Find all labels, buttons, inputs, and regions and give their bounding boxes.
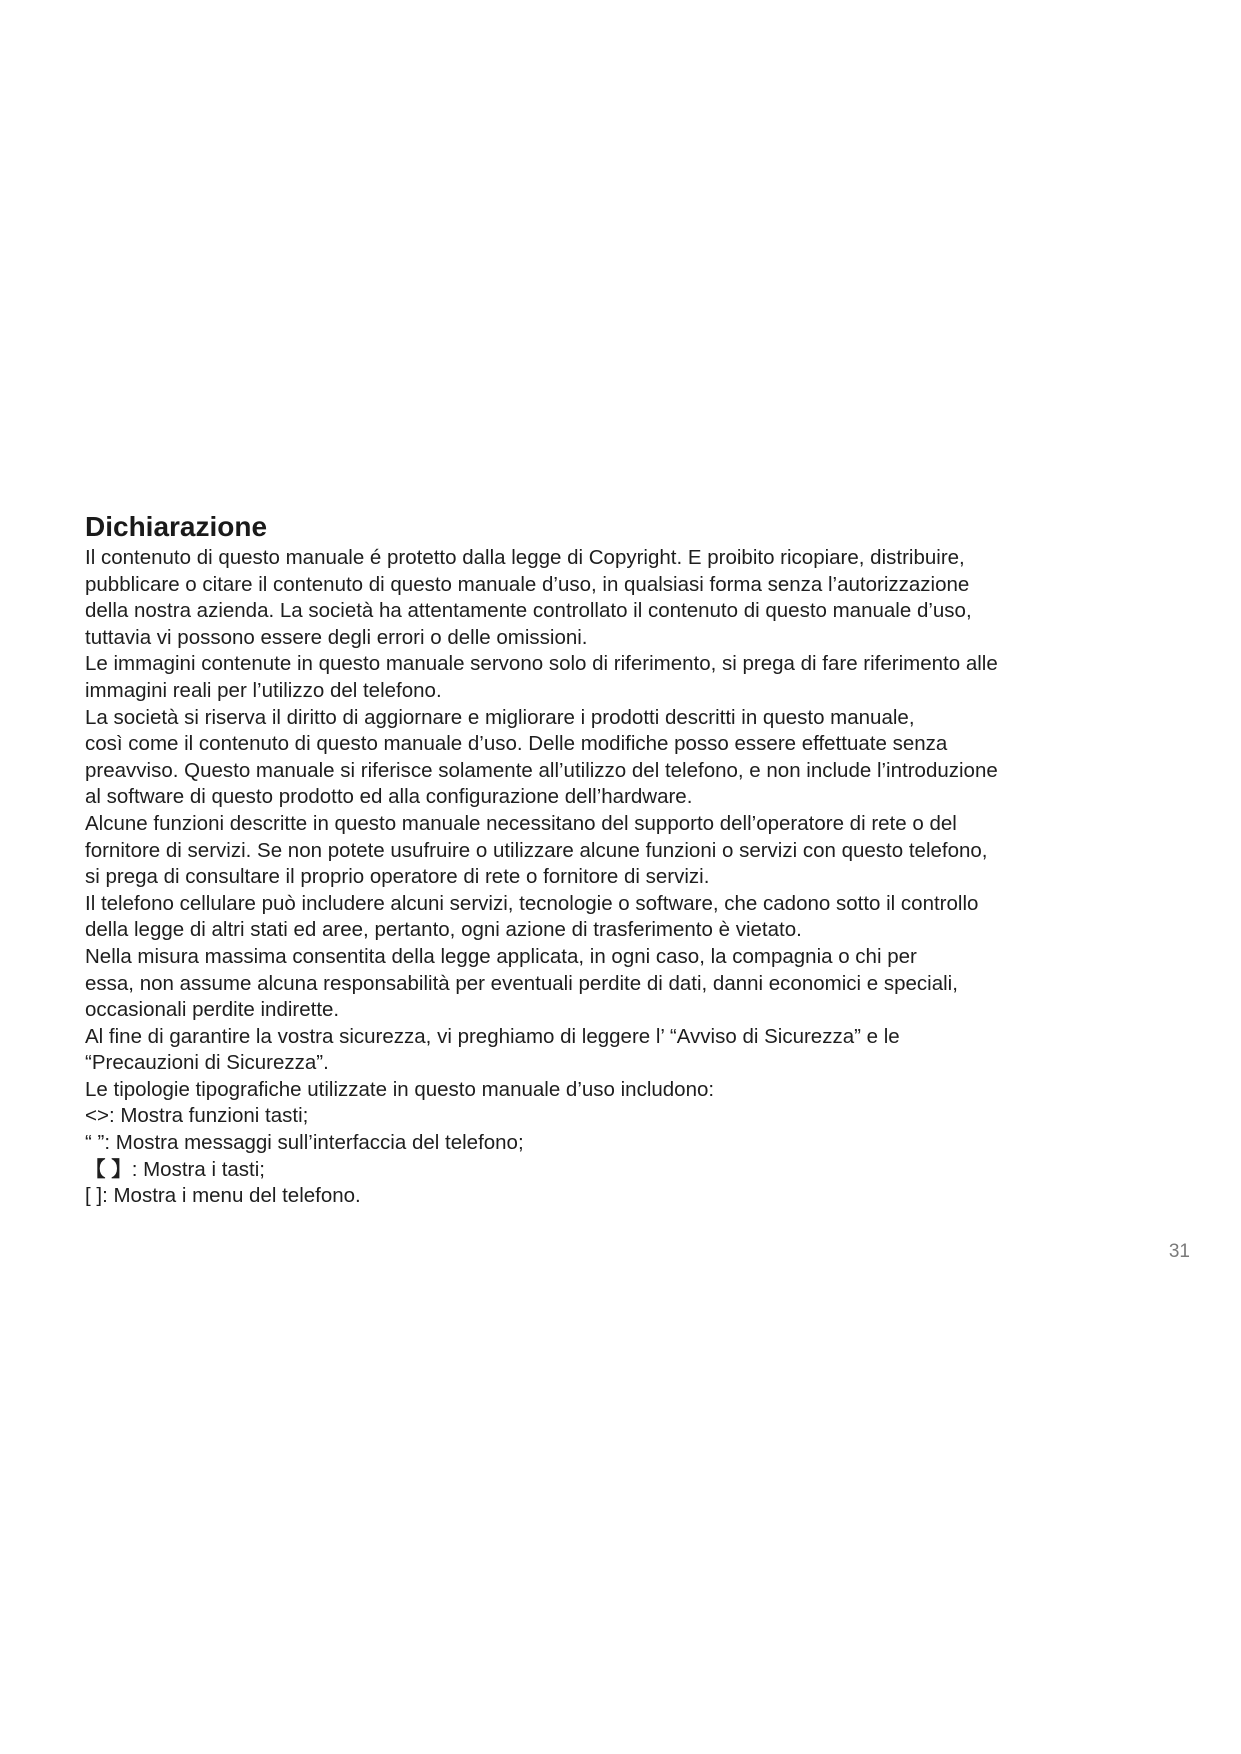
body-line: immagini reali per l’utilizzo del telefono. bbox=[85, 678, 442, 702]
body-line: si prega di consultare il proprio operatore di rete o fornitore di servizi. bbox=[85, 865, 710, 889]
body-line: occasionali perdite indirette. bbox=[85, 998, 340, 1022]
body-line: Alcune funzioni descritte in questo manuale necessitano del supporto dell’operatore di rete o del bbox=[85, 811, 957, 835]
body-line: La società si riserva il diritto di aggiornare e migliorare i prodotti descritti in questo manuale, bbox=[85, 705, 915, 729]
body-line: essa, non assume alcuna responsabilità per eventuali perdite di dati, danni economici e speciali, bbox=[85, 971, 958, 995]
legend-interface-messages: “ ”: Mostra messaggi sull’interfaccia del telefono; bbox=[85, 1131, 524, 1155]
body-line: al software di questo prodotto ed alla configurazione dell’hardware. bbox=[85, 785, 693, 809]
body-line: fornitore di servizi. Se non potete usufruire o utilizzare alcune funzioni o servizi con questo telefono, bbox=[85, 838, 988, 862]
body-line: Il contenuto di questo manuale é protetto dalla legge di Copyright. E proibito ricopiare, distribuire, bbox=[85, 546, 965, 569]
body-line: “Precauzioni di Sicurezza”. bbox=[85, 1051, 329, 1075]
key-bracket-symbol: 【 】 bbox=[85, 1157, 132, 1181]
legend-keys bbox=[85, 1157, 1165, 1184]
body-line: della nostra azienda. La società ha attentamente controllato il contenuto di questo manuale d’uso, bbox=[85, 599, 972, 623]
body-line: così come il contenuto di questo manuale d’uso. Delle modifiche posso essere effettuate senza bbox=[85, 732, 948, 756]
body-line: della legge di altri stati ed aree, pertanto, ogni azione di trasferimento è vietato. bbox=[85, 918, 802, 942]
body-line: Nella misura massima consentita della legge applicata, in ogni caso, la compagnia o chi per bbox=[85, 944, 917, 968]
legend-keys-text: : Mostra i tasti; bbox=[131, 1157, 265, 1181]
body-line: preavviso. Questo manuale si riferisce solamente all’utilizzo del telefono, e non include l’introduzione bbox=[85, 758, 998, 782]
page-number: 31 bbox=[1168, 1241, 1190, 1262]
body-line: Al fine di garantire la vostra sicurezza, vi preghiamo di leggere l’ “Avviso di Sicurezza” e le bbox=[85, 1024, 900, 1048]
legend-menus: [ ]: Mostra i menu del telefono. bbox=[85, 1184, 361, 1208]
body-line: Il telefono cellulare può includere alcuni servizi, tecnologie o software, che cadono sotto il controllo bbox=[85, 891, 979, 915]
body-line: Le tipologie tipografiche utilizzate in questo manuale d’uso includono: bbox=[85, 1077, 715, 1101]
body-line: Le immagini contenute in questo manuale servono solo di riferimento, si prega di fare riferimento alle bbox=[85, 652, 998, 676]
body-line: pubblicare o citare il contenuto di questo manuale d’uso, in qualsiasi forma senza l’autorizzazione bbox=[85, 572, 970, 596]
legend-function-keys: <>: Mostra funzioni tasti; bbox=[85, 1104, 309, 1128]
declaration-section bbox=[85, 510, 1165, 1210]
section-title: Dichiarazione bbox=[85, 511, 268, 542]
body-line: tuttavia vi possono essere degli errori o delle omissioni. bbox=[85, 625, 588, 649]
